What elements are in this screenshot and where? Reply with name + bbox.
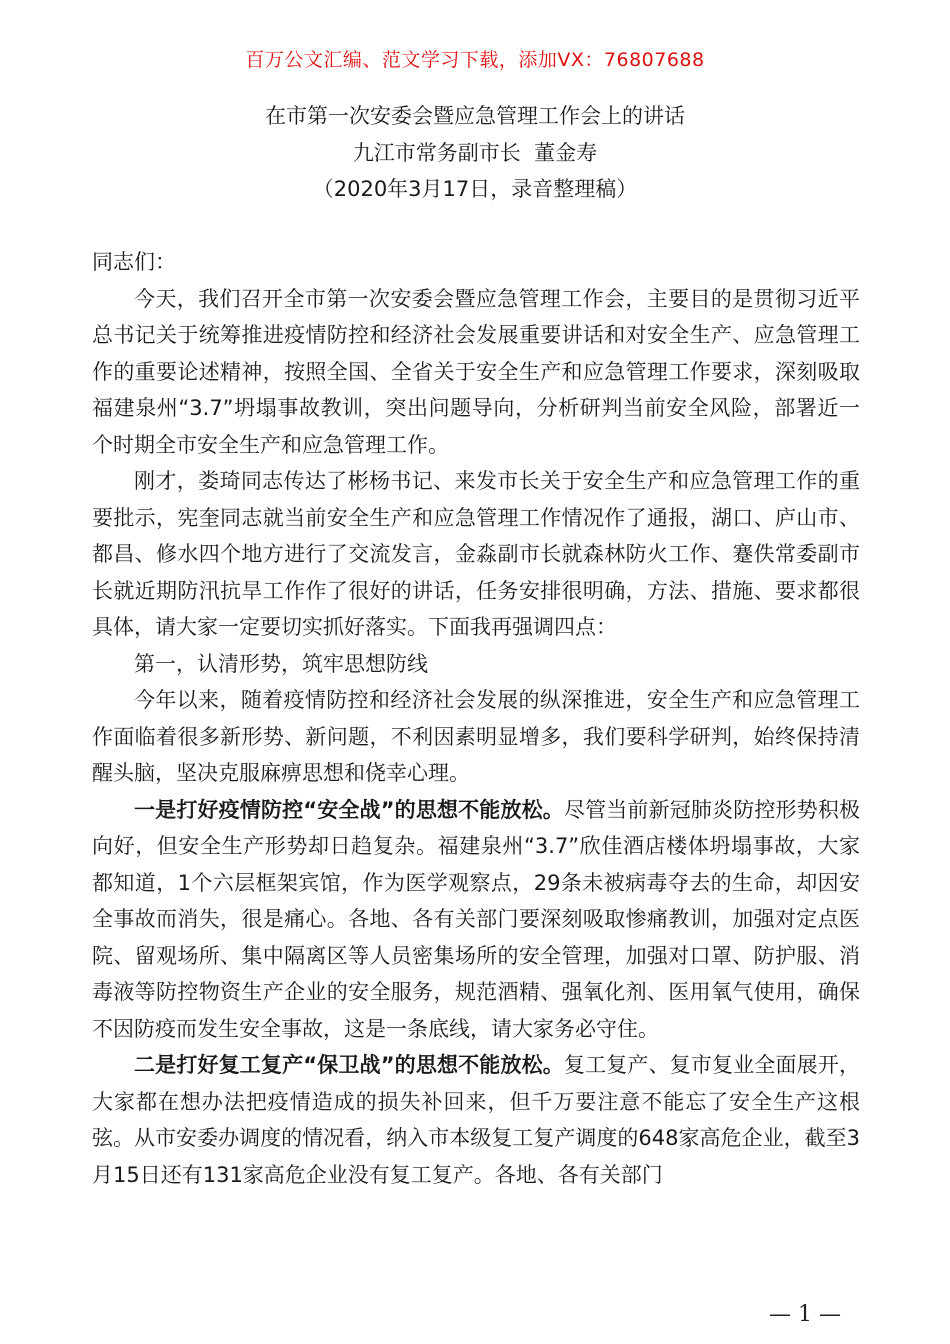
paragraph-4-text: 尽管当前新冠肺炎防控形势积极向好，但安全生产形势却日趋复杂。福建泉州“3.7”欣佳酒店楼体坍塌事故，大家都知道，1个六层框架宾馆，作为医学观察点，29条未被病毒夺去的生命，却因安全事故而消失，很是痛心。各地、各有关部门要深刻吸取惨痛教训，加强对定点医院、留观场所、集中隔离区等人员密集场所的安全管理，加强对口罩、防护服、消毒液等防控物资生产企业的安全服务，规范酒精、强氧化剂、医用氧气使用，确保不因防疫而发生安全事故，这是一条底线，请大家务必守住。 (92, 797, 860, 1041)
body-text (92, 244, 860, 1193)
paragraph-5-lead: 二是打好复工复产“保卫战”的思想不能放松。 (134, 1053, 564, 1077)
page-number: — 1 — (769, 1302, 841, 1327)
salutation: 同志们： (92, 250, 176, 274)
paragraph-3: 今年以来，随着疫情防控和经济社会发展的纵深推进，安全生产和应急管理工作面临着很多新形势、新问题，不利因素明显增多，我们要科学研判，始终保持清醒头脑，坚决克服麻痹思想和侥幸心理。 (92, 688, 860, 785)
section-heading-1: 第一，认清形势，筑牢思想防线 (134, 651, 428, 676)
date-note: （2020年3月17日，录音整理稿） (312, 177, 638, 201)
paragraph-4 (92, 792, 860, 1048)
paragraph-2: 刚才，娄琦同志传达了彬杨书记、来发市长关于安全生产和应急管理工作的重要批示，宪奎同志就当前安全生产和应急管理工作情况作了通报，湖口、庐山市、都昌、修水四个地方进行了交流发言，金淼副市长就森林防火工作、蹇佚常委副市长就近期防汛抗旱工作作了很好的讲话，任务安排很明确，方法、措施、要求都很具体，请大家一定要切实抓好落实。下面我再强调四点： (92, 469, 860, 639)
paragraph-5-text: 复工复产、复市复业全面展开，大家都在想办法把疫情造成的损失补回来，但千万要注意不能忘了安全生产这根弦。从市安委办调度的情况看，纳入市本级复工复产调度的648家高危企业，截至3月15日还有131家高危企业没有复工复产。各地、各有关部门 (92, 1053, 860, 1187)
paragraph-4-lead: 一是打好疫情防控“安全战”的思想不能放松。 (134, 797, 564, 822)
paragraph-5 (92, 1047, 860, 1193)
header-banner: 百万公文汇编、范文学习下载，添加VX：76807688 (245, 49, 705, 71)
speech-title: 在市第一次安委会暨应急管理工作会上的讲话 (265, 104, 685, 128)
title-block (0, 98, 950, 208)
paragraph-1: 今天，我们召开全市第一次安委会暨应急管理工作会，主要目的是贯彻习近平总书记关于统筹推进疫情防控和经济社会发展重要讲话和对安全生产、应急管理工作的重要论述精神，按照全国、全省关于安全生产和应急管理工作要求，深刻吸取福建泉州“3.7”坍塌事故教训，突出问题导向，分析研判当前安全风险，部署近一个时期全市安全生产和应急管理工作。 (92, 286, 860, 457)
speaker-line: 九江市常务副市长 董金寿 (352, 140, 598, 165)
